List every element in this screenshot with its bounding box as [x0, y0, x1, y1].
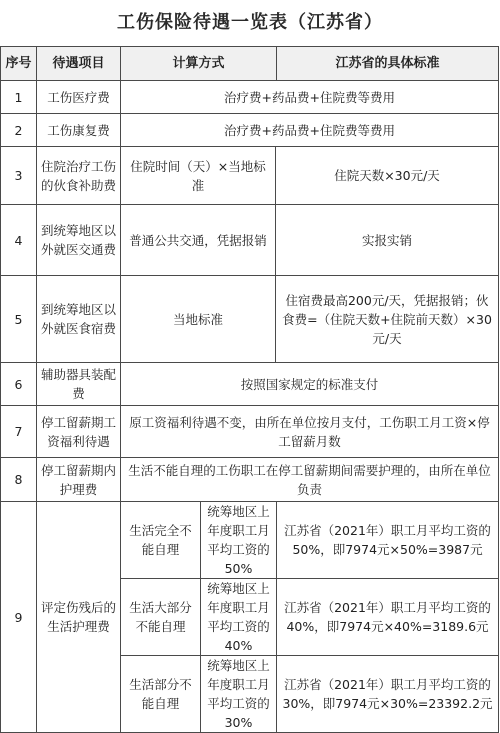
row-item: 到统筹地区以外就医食宿费: [37, 276, 121, 363]
care-standard: 江苏省（2021年）职工月平均工资的40%，即7974元×40%=3189.6元: [277, 579, 499, 656]
row-merged: 原工资福利待遇不变，由所在单位按月支付，工伤职工月工资×停工留薪月数: [121, 406, 499, 458]
row-seq: 3: [1, 147, 37, 205]
page-title: 工伤保险待遇一览表（江苏省）: [117, 12, 383, 33]
row-standard: 住院天数×30元/天: [334, 168, 440, 183]
care-method: 统筹地区上年度职工月平均工资的50%: [201, 502, 277, 579]
care-method: 统筹地区上年度职工月平均工资的40%: [201, 579, 277, 656]
table-row: [1, 205, 499, 276]
row-seq: 5: [1, 276, 37, 363]
table-row: [1, 502, 499, 579]
row-merged: 治疗费+药品费+住院费等费用: [121, 81, 499, 114]
care-level: 生活部分不能自理: [121, 656, 201, 733]
table-row: [1, 363, 499, 406]
table-row: [1, 81, 499, 114]
table-row: [1, 147, 499, 205]
row-method: 当地标准: [121, 276, 276, 362]
care-standard: 江苏省（2021年）职工月平均工资的50%，即7974元×50%=3987元: [277, 502, 499, 579]
row-item: 评定伤残后的生活护理费: [37, 502, 121, 733]
row-seq: 8: [1, 458, 37, 502]
header-standard: 江苏省的具体标准: [277, 47, 499, 81]
row-item: 辅助器具装配费: [37, 363, 121, 406]
row-seq: 1: [1, 81, 37, 114]
row-seq: 4: [1, 205, 37, 276]
row-item: 工伤康复费: [37, 114, 121, 147]
table-row: [1, 458, 499, 502]
header-item: 待遇项目: [37, 47, 121, 81]
header-seq: 序号: [1, 47, 37, 81]
row-seq: 2: [1, 114, 37, 147]
row-standard: 住宿费最高200元/天，凭据报销；伙食费=（住院天数+住院前天数）×30元/天: [282, 292, 492, 346]
row-item: 工伤医疗费: [37, 81, 121, 114]
row-standard: 实报实销: [362, 232, 413, 248]
row-seq: 6: [1, 363, 37, 406]
row-split: [121, 276, 499, 363]
care-level: 生活大部分不能自理: [121, 579, 201, 656]
care-level: 生活完全不能自理: [121, 502, 201, 579]
row-merged: 治疗费+药品费+住院费等费用: [121, 114, 499, 147]
row-merged: 按照国家规定的标准支付: [121, 363, 499, 406]
table-row: [1, 276, 499, 363]
table-row: [1, 114, 499, 147]
row-item: 停工留薪期内护理费: [37, 458, 121, 502]
row-merged: 生活不能自理的工伤职工在停工留薪期间需要护理的，由所在单位负责: [121, 458, 499, 502]
table-row: [1, 406, 499, 458]
table-header-row: [1, 47, 499, 81]
row-seq: 9: [1, 502, 37, 733]
row-method: 普通公共交通，凭据报销: [121, 205, 276, 275]
care-standard: 江苏省（2021年）职工月平均工资的30%，即7974元×30%=23392.2元: [277, 656, 499, 733]
row-split: [121, 205, 499, 276]
benefits-table: [0, 46, 499, 733]
row-item: 到统筹地区以外就医交通费: [37, 205, 121, 276]
row-item: 住院治疗工伤的伙食补助费: [37, 147, 121, 205]
care-method: 统筹地区上年度职工月平均工资的30%: [201, 656, 277, 733]
row-split: [121, 147, 499, 205]
header-method: 计算方式: [121, 47, 277, 81]
row-item: 停工留薪期工资福利待遇: [37, 406, 121, 458]
row-method: 住院时间（天）×当地标准: [121, 147, 276, 204]
row-seq: 7: [1, 406, 37, 458]
